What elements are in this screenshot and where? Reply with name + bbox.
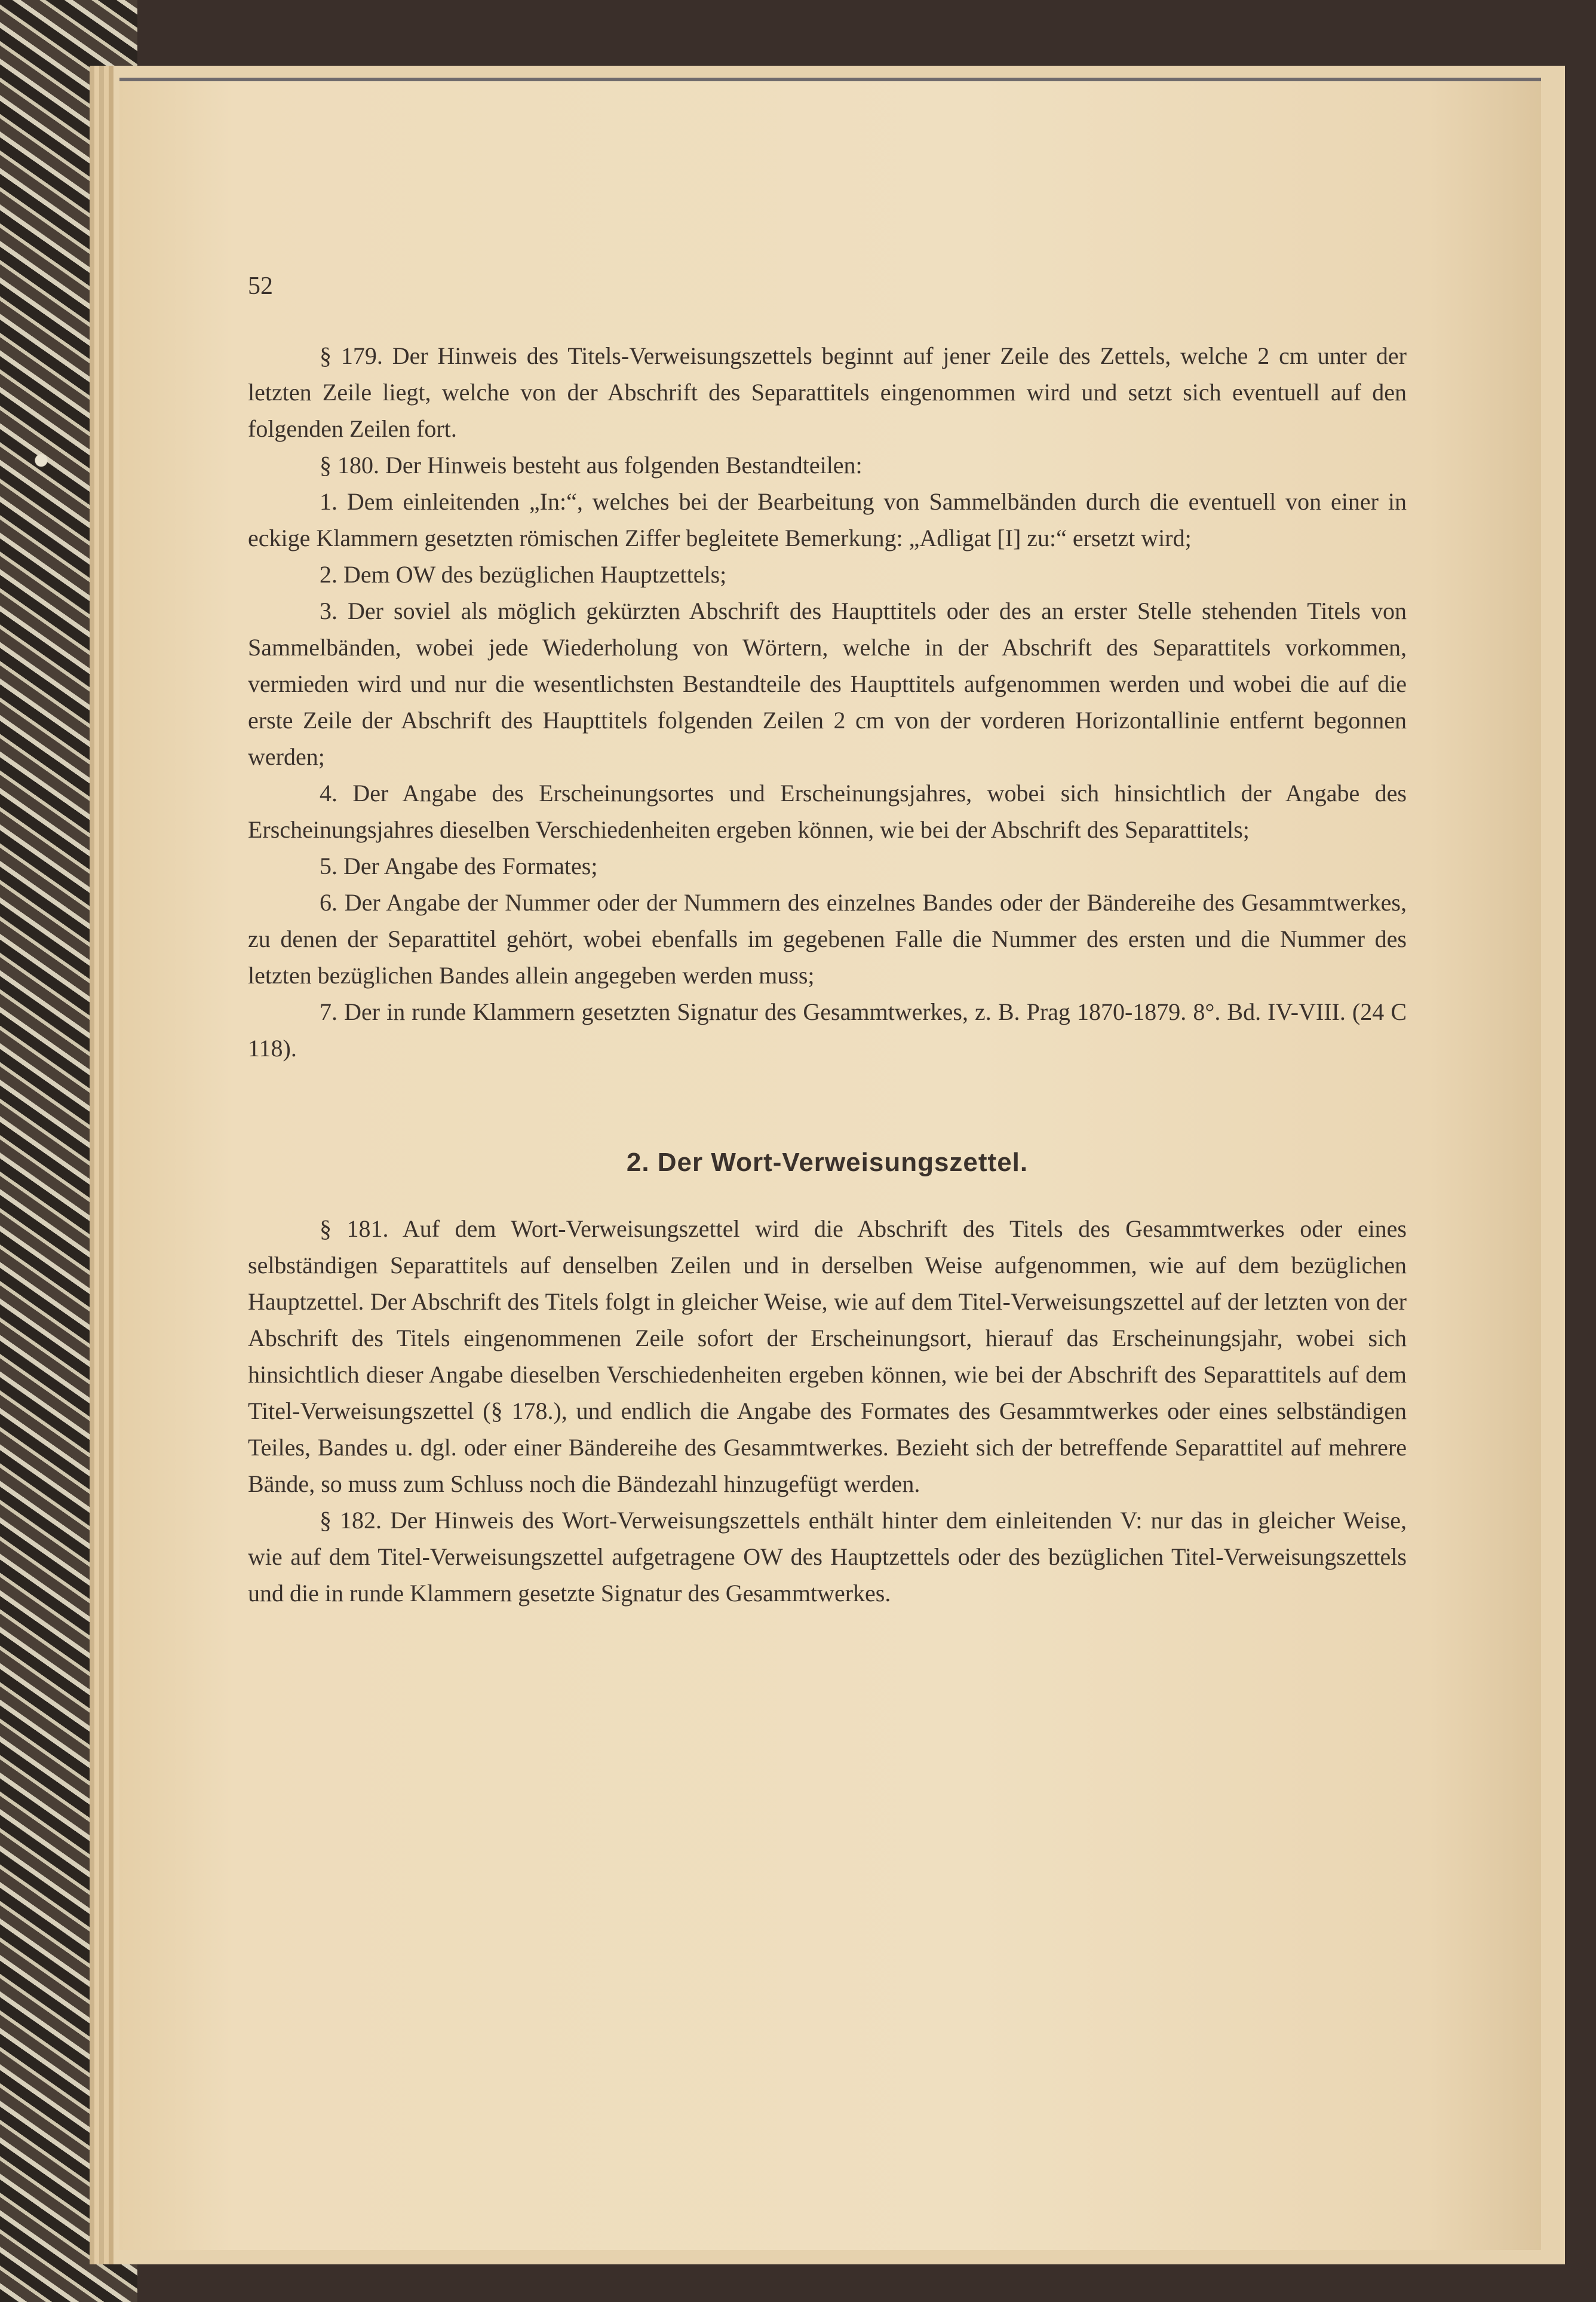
paragraph-181: § 181. Auf dem Wort-Verweisungszettel wird die Abschrift des Titels des Gesammtwerkes oder eines selbständigen Separattitels auf denselben Zeilen und in derselben Weise aufgenommen, wie auf dem bezüglichen Hauptzettel. Der Abschrift des Titels folgt in gleicher Weise, wie auf dem Titel-Verweisungszettel auf der letzten von der Abschrift des Titels eingenommenen Zeile sofort der Erscheinungsort, hierauf das Erscheinungsjahr, wobei sich hinsichtlich dieser Angabe dieselben Verschiedenheiten ergeben können, wie bei der Abschrift des Separattitels auf dem Titel-Verweisungszettel (§ 178.), und endlich die Angabe des Formates des Gesammtwerkes oder eines selbständigen Teiles, Bandes u. dgl. oder einer Bändereihe des Gesammtwerkes. Bezieht sich der betreffende Separattitel auf mehrere Bände, so muss zum Schluss noch die Bändezahl hinzugefügt werden. <box>248 1215 1407 1497</box>
paragraph-182: § 182. Der Hinweis des Wort-Verweisungszettels enthält hinter dem einleitenden V: nur das in gleicher Weise, wie auf dem Titel-Verweisungszettel aufgetragene OW des Hauptzettels oder des bezüglichen Titel-Verweisungszettels und die in runde Klammern gesetzte Signatur des Gesammtwerkes. <box>248 1507 1407 1607</box>
paragraph-180: § 180. Der Hinweis besteht aus folgenden Bestandteilen: <box>320 452 863 479</box>
list-item-6: 6. Der Angabe der Nummer oder der Nummern des einzelnes Bandes oder der Bändereihe des Gesammtwerkes, zu denen der Separattitel gehört, wobei ebenfalls im gegebenen Falle die Nummer des ersten und die Nummer des letzten bezüglichen Bandes allein angegeben werden muss; <box>248 889 1407 989</box>
list-item-5: 5. Der Angabe des Formates; <box>320 853 598 879</box>
section-heading: 2. Der Wort-Verweisungszettel. <box>626 1148 1029 1177</box>
list-item-7: 7. Der in runde Klammern gesetzten Signatur des Gesammtwerkes, z. B. Prag 1870-1879. 8°. Bd. IV-VIII. (24 C 118). <box>248 998 1407 1062</box>
page-number: 52 <box>248 272 273 300</box>
paragraph-179: § 179. Der Hinweis des Titels-Verweisungszettels beginnt auf jener Zeile des Zettels, welche 2 cm unter der letzten Zeile liegt, welche von der Abschrift des Separattitels eingenommen wird und setzt sich eventuell auf den folgenden Zeilen fort. <box>248 342 1407 442</box>
list-item-1: 1. Dem einleitenden „In:“, welches bei der Bearbeitung von Sammelbänden durch die eventuell von einer in eckige Klammern gesetzten römischen Ziffer begleitete Bemerkung: „Adligat [I] zu:“ ersetzt wird; <box>248 488 1407 551</box>
list-item-4: 4. Der Angabe des Erscheinungsortes und Erscheinungsjahres, wobei sich hinsichtlich der Angabe des Erscheinungsjahres dieselben Verschiedenheiten ergeben können, wie bei der Abschrift des Separattitels; <box>248 780 1407 843</box>
page-text <box>248 263 1407 1611</box>
list-item-2: 2. Dem OW des bezüglichen Hauptzettels; <box>320 561 727 588</box>
list-item-3: 3. Der soviel als möglich gekürzten Abschrift des Haupttitels oder des an erster Stelle stehenden Titels von Sammelbänden, wobei jede Wiederholung von Wörtern, welche in der Abschrift des Separattitels vorkommen, vermieden wird und nur die wesentlichsten Bestandteile des Haupttitels aufgenommen werden und wobei die auf die erste Zeile der Abschrift des Haupttitels folgenden Zeilen 2 cm von der vorderen Horizontallinie entfernt begonnen werden; <box>248 597 1407 770</box>
